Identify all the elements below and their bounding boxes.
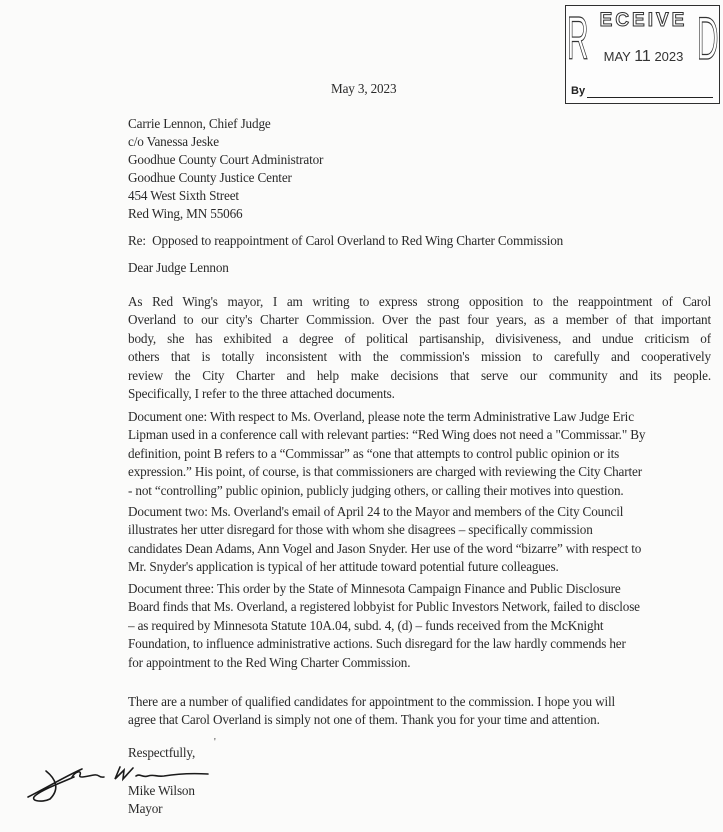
paragraph-line: Document three: This order by the State of Minnesota Campaign Finance and Public Disclosure: [128, 581, 621, 596]
stamp-date: [604, 48, 684, 66]
stamp-right-column: [697, 6, 719, 78]
stamp-by-line: [587, 87, 713, 98]
paragraph-line: – as required by Minnesota Statute 10A.04, subd. 4, (d) – funds received from the McKnight: [128, 617, 604, 633]
handwritten-signature: [20, 763, 230, 803]
address-line: 454 West Sixth Street: [128, 188, 239, 203]
closing: Respectfully,: [128, 745, 196, 760]
paragraph-line: body, she has exhibited a degree of political partisanship, divisiveness, and undue criticism of: [128, 330, 711, 346]
stamp-letter-r: R: [567, 6, 589, 72]
paragraph-line: Specifically, I refer to the three attached documents.: [128, 386, 395, 402]
address-line: Red Wing, MN 55066: [128, 206, 243, 221]
paragraph-line: illustrates her utter disregard for those with whom she disagrees – specifically commission: [128, 522, 593, 538]
stamp-by-row: [566, 78, 719, 103]
paragraph-line: definition, point B refers to a “Commissar” as “one that attempts to control public opinion or its: [128, 445, 620, 461]
stray-mark: ': [214, 737, 216, 748]
paragraph-line: agree that Carol Overland is simply not one of them. Thank you for your time and attention.: [128, 712, 600, 728]
stamp-center-column: [590, 6, 697, 78]
paragraph-document-two: [128, 503, 711, 577]
paragraph-line: Overland to our city's Charter Commission. Over the past four years, as a member of that important: [128, 312, 711, 328]
stamp-letters: ECEIVE: [599, 10, 688, 31]
paragraph-line: for appointment to the Red Wing Charter Commission.: [128, 654, 411, 670]
received-stamp: [565, 5, 720, 104]
paragraph-document-one: [128, 408, 711, 500]
stamp-left-column: [566, 6, 590, 78]
paragraph-intro: [128, 293, 711, 403]
paragraph-line: candidates Dean Adams, Ann Vogel and Jason Snyder. Her use of the word “bizarre” with respect to: [128, 540, 642, 556]
paragraph-line: Document two: Ms. Overland's email of April 24 to the Mayor and members of the City Council: [128, 504, 624, 519]
paragraph-document-three: [128, 580, 711, 672]
paragraph-line: Board finds that Ms. Overland, a registered lobbyist for Public Investors Network, failed to disclose: [128, 599, 640, 615]
address-line: Goodhue County Court Administrator: [128, 152, 324, 167]
paragraph-conclusion: [128, 693, 711, 730]
recipient-address: [128, 115, 323, 223]
paragraph-line: Document one: With respect to Ms. Overland, please note the term Administrative Law Judge Eric: [128, 409, 634, 424]
paragraph-line: expression.” His point, of course, is that commissioners are charged with reviewing the City Charter: [128, 464, 642, 480]
paragraph-line: Mr. Snyder's application is typical of her attitude toward potential future colleagues.: [128, 559, 559, 575]
paragraph-line: - not “controlling” public opinion, publicly judging others, or calling their motives into question.: [128, 482, 624, 498]
letter-date: May 3, 2023: [331, 81, 397, 96]
signer-name: Mike Wilson: [128, 783, 195, 798]
subject-line: Re: Opposed to reappointment of Carol Overland to Red Wing Charter Commission: [128, 233, 564, 248]
paragraph-line: Lipman used in a conference call with relevant parties: “Red Wing does not need a "Commissar." By: [128, 427, 646, 443]
stamp-month: MAY: [603, 49, 631, 64]
paragraph-line: review the City Charter and help make decisions that serve our community and its people.: [128, 367, 711, 383]
stamp-by-label: By: [571, 85, 586, 97]
paragraph-line: There are a number of qualified candidates for appointment to the commission. I hope you will: [128, 694, 616, 709]
stamp-day: 11: [634, 48, 651, 65]
stamp-year: 2023: [654, 49, 684, 64]
address-line: Carrie Lennon, Chief Judge: [128, 116, 271, 131]
paragraph-line: others that is totally inconsistent with the commission's mission to carefully and cooperatively: [128, 349, 711, 365]
salutation: Dear Judge Lennon: [128, 260, 229, 275]
paragraph-line: As Red Wing's mayor, I am writing to express strong opposition to the reappointment of Carol: [128, 294, 711, 309]
address-line: Goodhue County Justice Center: [128, 170, 292, 185]
stamp-letter-d: D: [697, 6, 719, 72]
signer-title: Mayor: [128, 801, 163, 816]
paragraph-line: Foundation, to influence administrative actions. Such disregard for the law hardly commends her: [128, 636, 626, 652]
address-line: c/o Vanessa Jeske: [128, 134, 219, 149]
